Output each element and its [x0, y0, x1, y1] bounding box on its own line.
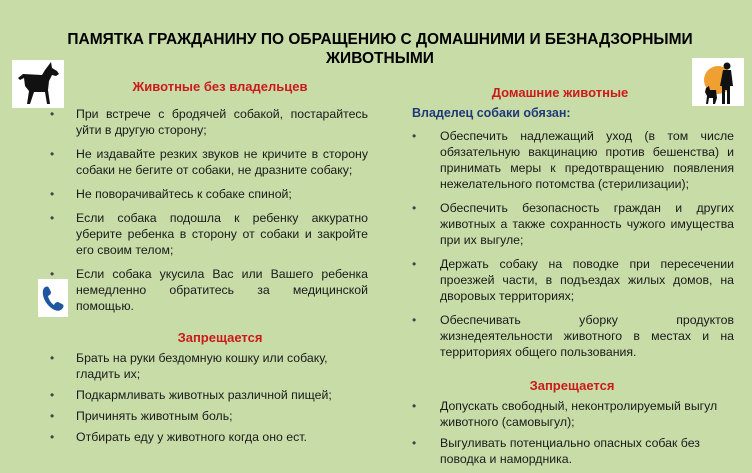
list-item: • Если собака подошла к ребенку аккуратно уберите ребенка в сторону от собаки и закройте его своим телом; — [76, 210, 368, 258]
right-heading: Домашние животные — [491, 85, 629, 100]
list-item: • Допускать свободный, неконтролируемый выгул животного (самовыгул); — [440, 398, 734, 430]
owner-duties-list — [440, 128, 734, 368]
list-item: • Выгуливать потенциально опасных собак без поводка и намордника. — [440, 435, 734, 467]
list-item: • Обеспечить безопасность граждан и других животных а также сохранность чужого имущества при их выгуле; — [440, 200, 734, 248]
title-line-1: ПАМЯТКА ГРАЖДАНИНУ ПО ОБРАЩЕНИЮ С ДОМАШНИМИ И БЕЗНАДЗОРНЫМИ — [67, 31, 693, 48]
list-item: • Если собака укусила Вас или Вашего ребенка немедленно обратитесь за медицинской помощью. — [76, 266, 368, 314]
list-item: • Не поворачивайтесь к собаке спиной; — [76, 186, 368, 202]
list-item: • Не издавайте резких звуков не кричите в сторону собаки не бегите от собаки, не дразните собаку; — [76, 146, 368, 178]
phone-icon — [38, 279, 68, 317]
owner-duties-heading: Владелец собаки обязан: — [412, 106, 571, 120]
list-item: • При встрече с бродячей собакой, постарайтесь уйти в другую сторону; — [76, 106, 368, 138]
left-forbidden-list — [76, 350, 368, 450]
dog-silhouette-icon — [12, 60, 64, 108]
list-item: • Причинять животным боль; — [76, 408, 368, 424]
left-heading: Животные без владельцев — [132, 79, 308, 94]
list-item: • Держать собаку на поводке при пересечении проезжей части, в подъездах жилых домов, на дворовых территориях; — [440, 256, 734, 304]
list-item: • Подкармливать животных различной пищей; — [76, 387, 368, 403]
list-item: • Обеспечивать уборку продуктов жизнедеятельности животного в местах и на территориях общего пользования. — [440, 312, 734, 360]
list-item: • Брать на руки бездомную кошку или собаку, гладить их; — [76, 350, 368, 382]
list-item: • Отбирать еду у животного когда оно ест. — [76, 429, 368, 445]
left-rules-list — [76, 106, 368, 322]
left-forbidden-heading: Запрещается — [177, 330, 263, 345]
title-line-2: ЖИВОТНЫМИ — [326, 50, 434, 67]
right-forbidden-list — [440, 398, 734, 472]
list-item: • Обеспечить надлежащий уход (в том числе обязательную вакцинацию против бешенства) и принимать меры к предотвращению появления нежелательного потомства (стерилизации); — [440, 128, 734, 192]
right-forbidden-heading: Запрещается — [529, 378, 615, 393]
page-title — [60, 30, 700, 68]
